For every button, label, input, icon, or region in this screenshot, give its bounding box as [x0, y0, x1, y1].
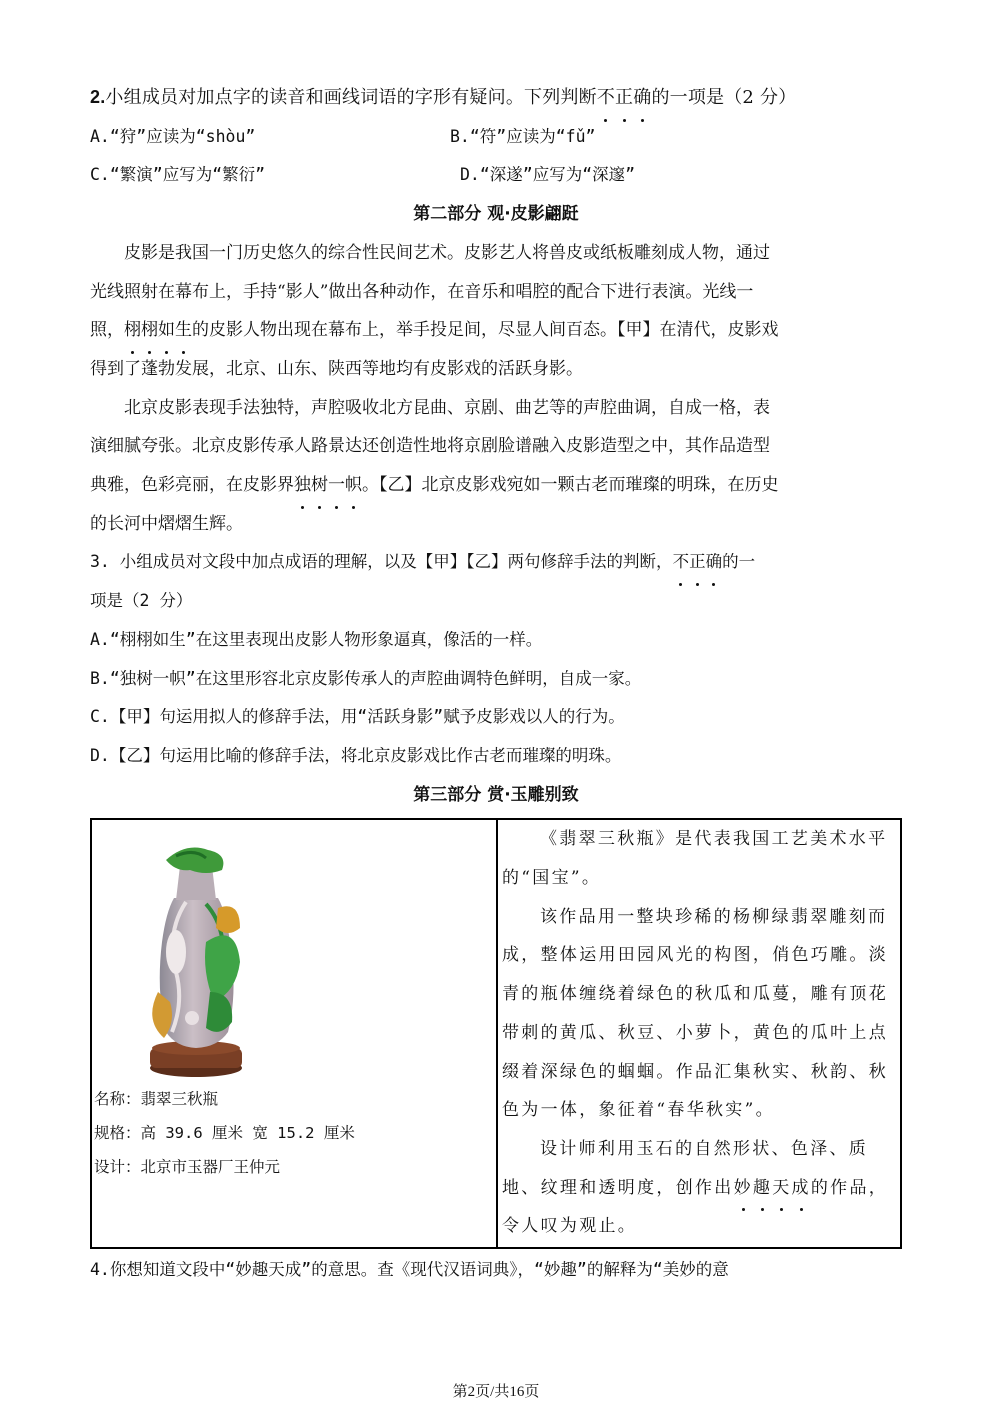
emphasis-char: 如: [158, 311, 175, 350]
emphasis-char: 天: [772, 1169, 791, 1208]
option-a: A.“栩栩如生”在这里表现出皮影人物形象逼真，像活的一样。: [90, 629, 543, 649]
emphasis-char: 不: [673, 543, 690, 582]
emphasis-char: 趣: [753, 1169, 772, 1208]
emphasis-char: 帜: [345, 466, 362, 505]
option-c: C.【甲】句运用拟人的修辞手法，用“活跃身影”赋予皮影戏以人的行为。: [90, 707, 625, 727]
paragraph-1: 皮影是我国一门历史悠久的综合性民间艺术。皮影艺人将兽皮或纸板雕刻成人物，通过 光线照射在幕布上，手持“影人”做出各种动作，在音乐和唱腔的配合下进行表演。光线一 照，栩栩如生的皮影人物出现在幕布上，举手投足间，尽显人间百态。【甲】在清代，皮影戏 得到了蓬勃发展，北京、山东、陕西等地均有皮影戏的活跃身影。: [90, 242, 779, 379]
q2-options-row-1: [90, 118, 902, 157]
emphasis-char: 正: [689, 543, 706, 582]
dotted-text: [124, 320, 192, 340]
option-c: C.“繁演”应写为“繁衍”: [90, 165, 266, 185]
dotted-text: [734, 1178, 811, 1198]
option-b: B.“符”应读为“fǔ”: [450, 126, 596, 146]
paragraph-2: 北京皮影表现手法独特，声腔吸收北方昆曲、京剧、曲艺等的声腔曲调，自成一格，表 演细腻夸张。北京皮影传承人路景达还创造性地将京剧脸谱融入皮影造型之中，其作品造型 典雅，色彩亮丽，在皮影界独树一帜。【乙】北京皮影戏宛如一颗古老而璀璨的明珠，在历史 的长河中熠熠生辉。: [90, 397, 779, 534]
page-number: 第2页/共16页: [452, 1384, 540, 1400]
option-b: B.“独树一帜”在这里形容北京皮影传承人的声腔曲调特色鲜明，自成一家。: [90, 668, 642, 688]
question-number: 2.: [90, 87, 106, 107]
description-text: 《翡翠三秋瓶》是代表我国工艺美术水平 的“国宝”。 该作品用一整块珍稀的杨柳绿翡翠雕刻而 成，整体运用田园风光的构图，俏色巧雕。淡 青的瓶体缠绕着绿色的秋瓜和瓜蔓，雕有顶花 带刺的黄瓜、秋豆、小萝卜，黄色的瓜叶上点 缀着深绿色的蝈蝈。作品汇集秋实、秋韵、秋 色为一体，象征着“春华秋实”。 设计师利用玉石的自然形状、色泽、质 地、纹理和透明度，创作出妙趣天成的作品， 令人叹为观止。: [502, 829, 889, 1237]
question-3-cont: 项是（2 分）: [90, 591, 193, 611]
dotted-text: [294, 475, 362, 495]
q2-options-row-2: [90, 156, 902, 195]
caption-name: 名称：翡翠三秋瓶: [94, 1090, 219, 1109]
emphasis-char: 生: [175, 311, 192, 350]
page-content: [90, 78, 902, 1290]
emphasis-char: 不: [597, 79, 615, 118]
section-heading: 第三部分 赏·玉雕别致: [413, 784, 579, 805]
emphasis-char: 正: [615, 79, 633, 118]
emphasis-char: 栩: [141, 311, 158, 350]
option-d: D.“深遂”应写为“深邃”: [460, 165, 636, 185]
dotted-text: [597, 87, 652, 108]
vase-illustration: [136, 842, 256, 1080]
option-d: D.【乙】句运用比喻的修辞手法，将北京皮影戏比作古老而璀璨的明珠。: [90, 745, 622, 765]
question-4: 4.你想知道文段中“妙趣天成”的意思。查《现代汉语词典》，“妙趣”的解释为“美妙的意: [90, 1260, 729, 1280]
emphasis-char: 确: [633, 79, 651, 118]
caption-spec: 规格：高 39.6 厘米 宽 15.2 厘米: [94, 1124, 355, 1143]
option-a: A.“狩”应读为“shòu”: [90, 126, 256, 146]
image-caption: [94, 1082, 355, 1184]
description-cell: [497, 819, 901, 1248]
emphasis-char: 栩: [124, 311, 141, 350]
emphasis-char: 独: [294, 466, 311, 505]
emphasis-char: 确: [706, 543, 723, 582]
question-3: 3. 小组成员对文段中加点成语的理解，以及【甲】【乙】两句修辞手法的判断，不正确的一: [90, 543, 902, 582]
emphasis-char: 树: [311, 466, 328, 505]
emphasis-char: 妙: [734, 1169, 753, 1208]
image-cell: [91, 819, 497, 1248]
dotted-text: [673, 552, 723, 571]
section-heading: 第二部分 观·皮影翩跹: [413, 204, 579, 225]
jade-vase-image: [136, 842, 256, 1080]
emphasis-char: 一: [328, 466, 345, 505]
caption-design: 设计：北京市玉器厂王仲元: [94, 1158, 281, 1177]
jade-info-table: [90, 818, 902, 1249]
emphasis-char: 成: [792, 1169, 811, 1208]
question-2: 2.小组成员对加点字的读音和画线词语的字形有疑问。下列判断不正确的一项是（2 分）: [90, 78, 902, 118]
